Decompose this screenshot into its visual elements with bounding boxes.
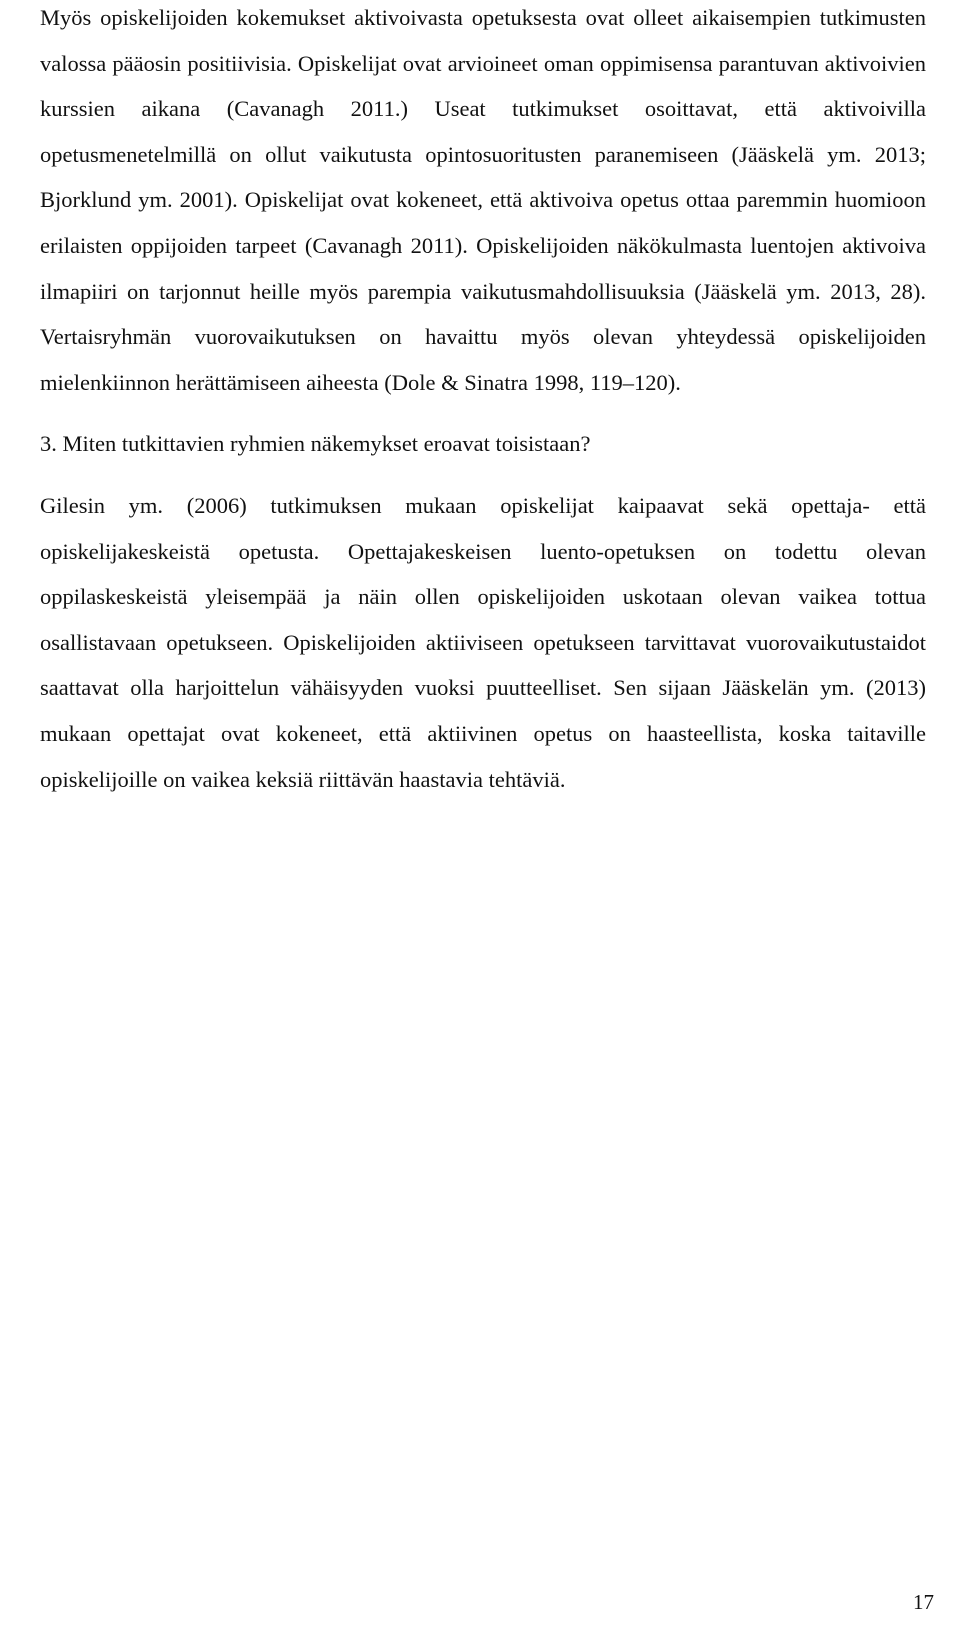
paragraph-student-experiences: Myös opiskelijoiden kokemukset aktivoivasta opetuksesta ovat olleet aikaisempien tutkimusten valossa pääosin positiivisia. Opiskelijat ovat arvioineet oman oppimisensa parantuvan aktivoivien kurssien aikana (Cavanagh 2011.) Useat tutkimukset osoittavat, että aktivoivilla opetusmenetelmillä on ollut vaikutusta opintosuoritusten paranemiseen (Jääskelä ym. 2013; Bjorklund ym. 2001). Opiskelijat ovat kokeneet, että aktivoiva opetus ottaa paremmin huomioon erilaisten oppijoiden tarpeet (Cavanagh 2011). Opiskelijoiden näkökulmasta luentojen aktivoiva ilmapiiri on tarjonnut heille myös parempia vaikutusmahdollisuuksia (Jääskelä ym. 2013, 28). Vertaisryhmän vuorovaikutuksen on havaittu myös olevan yhteydessä opiskelijoiden mielenkiinnon herättämiseen aiheesta (Dole & Sinatra 1998, 119–120).: [40, 5, 926, 395]
section-heading: [40, 421, 926, 467]
heading-text: Miten tutkittavien ryhmien näkemykset eroavat toisistaan?: [62, 431, 591, 457]
page-number: 17: [913, 1590, 934, 1614]
document-page: [40, 0, 926, 802]
heading-number: 3.: [40, 431, 57, 457]
paragraph-group-differences: Gilesin ym. (2006) tutkimuksen mukaan opiskelijat kaipaavat sekä opettaja- että opiskelijakeskeistä opetusta. Opettajakeskeisen luento-opetuksen on todettu olevan oppilaskeskeistä yleisempää ja näin ollen opiskelijoiden uskotaan olevan vaikea tottua osallistavaan opetukseen. Opiskelijoiden aktiiviseen opetukseen tarvittavat vuorovaikutustaidot saattavat olla harjoittelun vähäisyyden vuoksi puutteelliset. Sen sijaan Jääskelän ym. (2013) mukaan opettajat ovat kokeneet, että aktiivinen opetus on haasteellista, koska taitaville opiskelijoille on vaikea keksiä riittävän haastavia tehtäviä.: [40, 492, 926, 792]
